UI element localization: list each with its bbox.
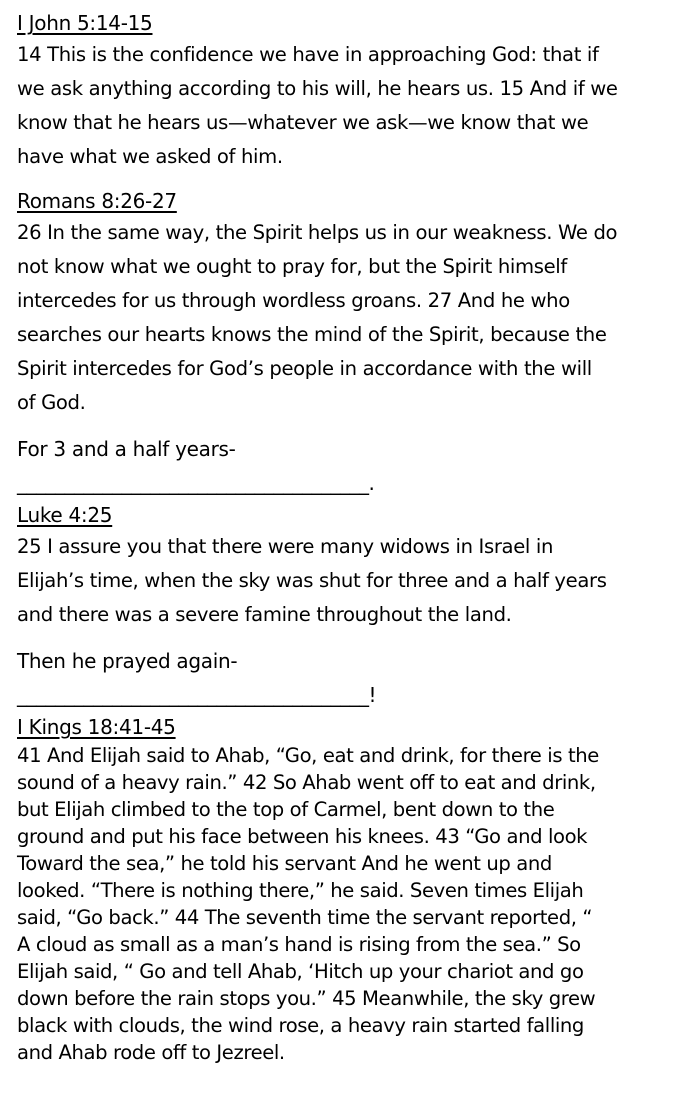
scripture-passage-1john — [17, 38, 687, 174]
scripture-reference-luke: Luke 4:25 — [17, 503, 113, 527]
passage-line: 26 In the same way, the Spirit helps us in our weakness. We do — [17, 221, 618, 244]
passage-line: and there was a severe famine throughout the land. — [17, 603, 512, 626]
passage-line: 14 This is the confidence we have in approaching God: that if — [17, 43, 599, 66]
passage-line: have what we asked of him. — [17, 145, 283, 168]
passage-line: looked. “There is nothing there,” he said. Seven times Elijah — [17, 879, 584, 902]
passage-line: black with clouds, the wind rose, a heavy rain started falling — [17, 1014, 584, 1037]
passage-line: sound of a heavy rain.” 42 So Ahab went off to eat and drink, — [17, 771, 596, 794]
passage-line: intercedes for us through wordless groans. 27 And he who — [17, 289, 570, 312]
scripture-passage-1kings — [17, 742, 687, 1066]
passage-line: we ask anything according to his will, he hears us. 15 And if we — [17, 77, 618, 100]
passage-line: 41 And Elijah said to Ahab, “Go, eat and drink, for there is the — [17, 744, 599, 767]
scripture-passage-romans — [17, 216, 687, 420]
passage-line: Elijah’s time, when the sky was shut for three and a half years — [17, 569, 607, 592]
passage-line: of God. — [17, 391, 86, 414]
passage-line: ground and put his face between his knees. 43 “Go and look — [17, 825, 588, 848]
passage-line: A cloud as small as a man’s hand is rising from the sea.” So — [17, 933, 581, 956]
passage-line: Elijah said, “ Go and tell Ahab, ‘Hitch up your chariot and go — [17, 960, 584, 983]
passage-line: but Elijah climbed to the top of Carmel, bent down to the — [17, 798, 555, 821]
scripture-reference-1kings: I Kings 18:41-45 — [17, 715, 176, 739]
passage-line: and Ahab rode off to Jezreel. — [17, 1041, 285, 1064]
fill-in-prompt-2: Then he prayed again- — [17, 649, 238, 673]
scripture-reference-1john: I John 5:14-15 — [17, 11, 153, 35]
passage-line: searches our hearts knows the mind of the Spirit, because the — [17, 323, 607, 346]
passage-line: said, “Go back.” 44 The seventh time the servant reported, “ — [17, 906, 593, 929]
scripture-reference-romans: Romans 8:26-27 — [17, 189, 177, 213]
passage-line: Spirit intercedes for God’s people in accordance with the will — [17, 357, 592, 380]
fill-in-prompt-1: For 3 and a half years- — [17, 437, 236, 461]
scripture-passage-luke — [17, 530, 687, 632]
passage-line: know that he hears us—whatever we ask—we know that we — [17, 111, 589, 134]
passage-line: not know what we ought to pray for, but the Spirit himself — [17, 255, 567, 278]
document-page — [17, 8, 687, 1066]
passage-line: down before the rain stops you.” 45 Meanwhile, the sky grew — [17, 987, 596, 1010]
fill-in-blank-1: _____________________________________. — [17, 471, 375, 495]
passage-line: Toward the sea,” he told his servant And he went up and — [17, 852, 552, 875]
fill-in-blank-2: _____________________________________! — [17, 683, 377, 707]
passage-line: 25 I assure you that there were many widows in Israel in — [17, 535, 554, 558]
